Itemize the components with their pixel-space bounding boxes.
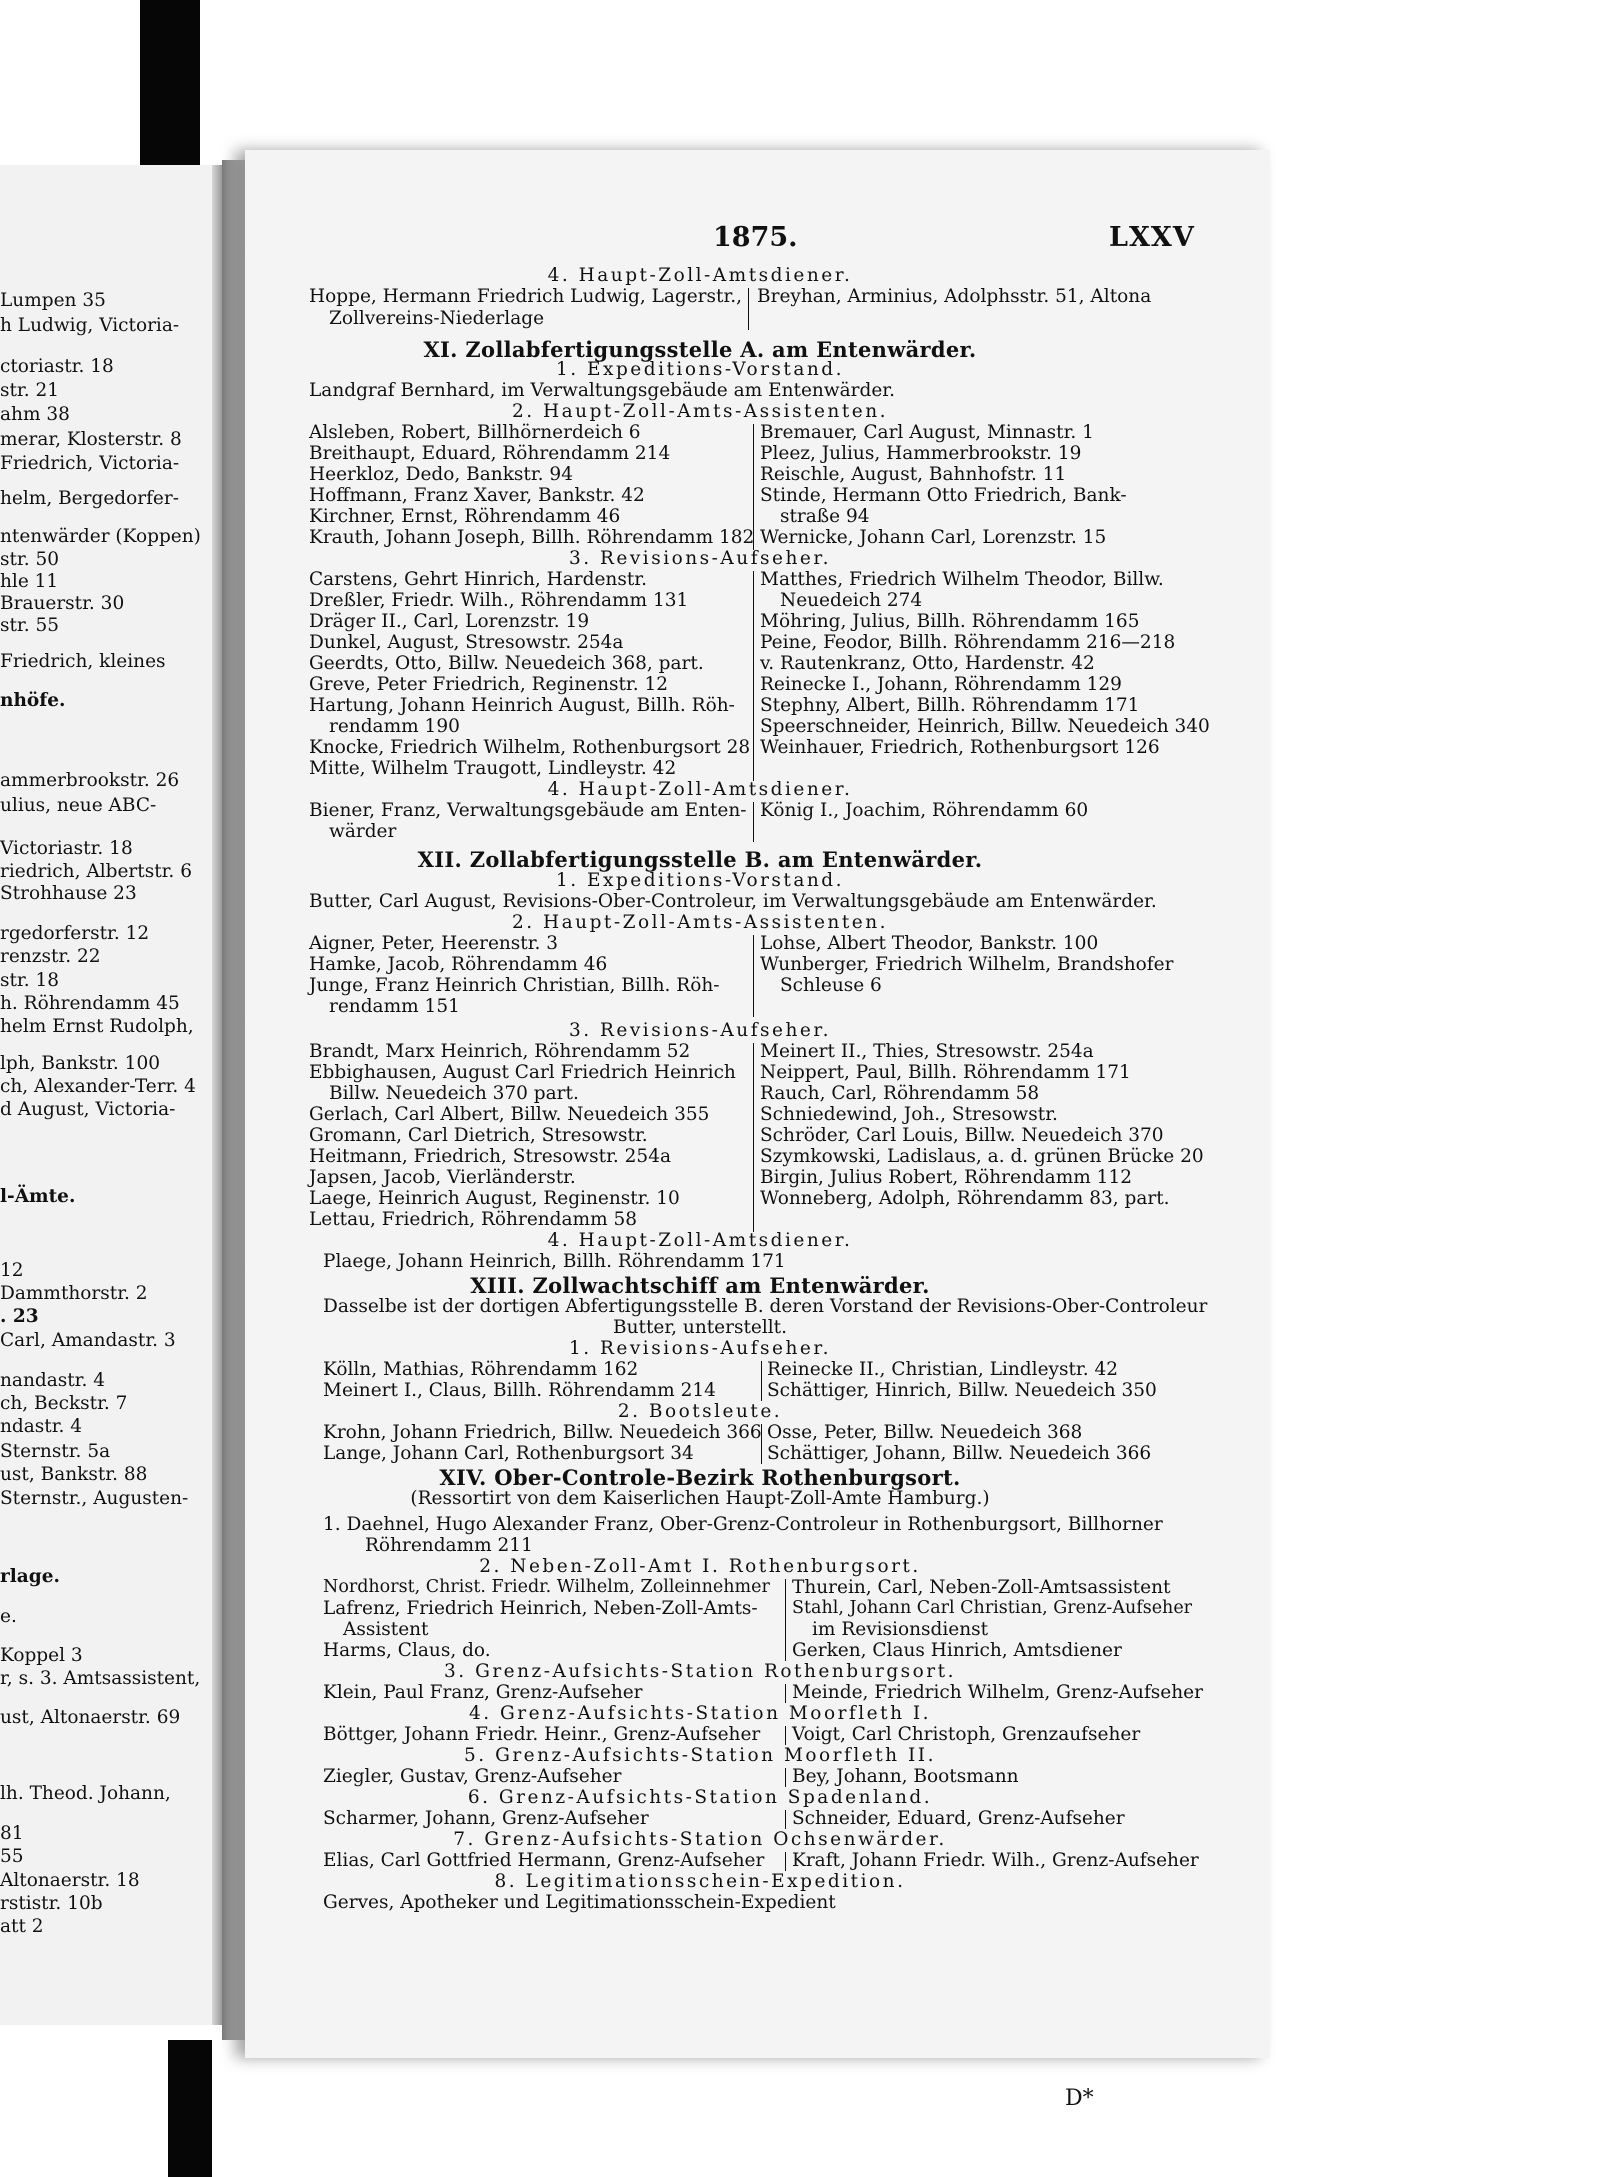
entry-line: Butter, Carl August, Revisions-Ober-Controleur, im Verwaltungsgebäude am Entenwärder. xyxy=(309,891,1157,912)
entry-line: v. Rautenkranz, Otto, Hardenstr. 42 xyxy=(760,653,1095,674)
left-line: h Ludwig, Victoria- xyxy=(0,315,180,336)
subsection-heading: 3. Grenz-Aufsichts-Station Rothenburgsort. xyxy=(444,1661,956,1682)
left-line: ulius, neue ABC- xyxy=(0,795,157,816)
entry-line: Dräger II., Carl, Lorenzstr. 19 xyxy=(309,611,590,632)
column-divider xyxy=(785,1852,786,1871)
left-line: ctoriastr. 18 xyxy=(0,356,114,377)
entry-line: Hoppe, Hermann Friedrich Ludwig, Lagerstr., xyxy=(309,286,743,307)
entry-line: Pleez, Julius, Hammerbrookstr. 19 xyxy=(760,443,1082,464)
left-line: Sternstr. 5a xyxy=(0,1441,111,1462)
entry-line: rendamm 151 xyxy=(329,996,460,1017)
subsection-heading: 4. Grenz-Aufsichts-Station Moorfleth I. xyxy=(468,1703,932,1724)
entry-line: Schättiger, Hinrich, Billw. Neuedeich 350 xyxy=(767,1380,1157,1401)
subsection-heading: 4. Haupt-Zoll-Amtsdiener. xyxy=(547,265,853,286)
entry-line: Kraft, Johann Friedr. Wilh., Grenz-Aufseher xyxy=(792,1850,1199,1871)
entry-line: Speerschneider, Heinrich, Billw. Neuedeich 340 xyxy=(760,716,1210,737)
entry-line: Voigt, Carl Christoph, Grenzaufseher xyxy=(792,1724,1141,1745)
left-line: l-Ämte. xyxy=(0,1186,76,1207)
entry-line: Röhrendamm 211 xyxy=(365,1535,533,1556)
left-line: 12 xyxy=(0,1260,24,1281)
left-line: Altonaerstr. 18 xyxy=(0,1870,140,1891)
left-line: Carl, Amandastr. 3 xyxy=(0,1330,176,1351)
entry-line: Nordhorst, Christ. Friedr. Wilhelm, Zolleinnehmer xyxy=(323,1577,770,1597)
left-line: nandastr. 4 xyxy=(0,1370,106,1391)
entry-line: Heerkloz, Dedo, Bankstr. 94 xyxy=(309,464,573,485)
entry-line: Klein, Paul Franz, Grenz-Aufseher xyxy=(323,1682,643,1703)
entry-line: Osse, Peter, Billw. Neuedeich 368 xyxy=(767,1422,1083,1443)
entry-line: Aigner, Peter, Heerenstr. 3 xyxy=(309,933,559,954)
entry-line: Schniedewind, Joh., Stresowstr. xyxy=(760,1104,1058,1125)
column-divider xyxy=(761,1361,762,1401)
entry-line: 1. Daehnel, Hugo Alexander Franz, Ober-Grenz-Controleur in Rothenburgsort, Billhorner xyxy=(323,1514,1163,1535)
subsection-heading: 2. Bootsleute. xyxy=(617,1401,783,1422)
binding-strap-bottom xyxy=(168,2040,212,2177)
entry-line: Landgraf Bernhard, im Verwaltungsgebäude am Entenwärder. xyxy=(309,380,895,401)
column-divider xyxy=(785,1579,786,1661)
left-line: Strohhause 23 xyxy=(0,883,137,904)
column-divider xyxy=(785,1810,786,1829)
subsection-heading: 1. Expeditions-Vorstand. xyxy=(555,359,845,380)
section-heading: XI. Zollabfertigungsstelle A. am Entenwärder. xyxy=(423,337,977,362)
subsection-heading: 4. Haupt-Zoll-Amtsdiener. xyxy=(547,779,853,800)
left-line: rgedorferstr. 12 xyxy=(0,923,150,944)
entry-line: Meinde, Friedrich Wilhelm, Grenz-Aufseher xyxy=(792,1682,1203,1703)
left-line: Friedrich, kleines xyxy=(0,651,166,672)
entry-line: Neippert, Paul, Billh. Röhrendamm 171 xyxy=(760,1062,1131,1083)
entry-line: Wonneberg, Adolph, Röhrendamm 83, part. xyxy=(760,1188,1170,1209)
entry-line: im Revisionsdienst xyxy=(812,1619,989,1640)
entry-line: straße 94 xyxy=(780,506,870,527)
left-line: ust, Altonaerstr. 69 xyxy=(0,1707,181,1728)
entry-line: Brandt, Marx Heinrich, Röhrendamm 52 xyxy=(309,1041,691,1062)
page-number: LXXV xyxy=(1109,222,1195,253)
entry-line: Schröder, Carl Louis, Billw. Neuedeich 370 xyxy=(760,1125,1164,1146)
entry-line: Breyhan, Arminius, Adolphsstr. 51, Altona xyxy=(757,286,1152,307)
entry-line: Lettau, Friedrich, Röhrendamm 58 xyxy=(309,1209,638,1230)
main-page xyxy=(245,150,1270,2111)
entry-line: Wernicke, Johann Carl, Lorenzstr. 15 xyxy=(760,527,1107,548)
entry-line: Stephny, Albert, Billh. Röhrendamm 171 xyxy=(760,695,1140,716)
section-heading: XII. Zollabfertigungsstelle B. am Entenwärder. xyxy=(417,847,983,872)
left-line: . 23 xyxy=(0,1306,39,1327)
column-divider xyxy=(753,571,754,781)
subsection-heading: 3. Revisions-Aufseher. xyxy=(568,548,832,569)
entry-line: Breithaupt, Eduard, Röhrendamm 214 xyxy=(309,443,671,464)
entry-line: Krauth, Johann Joseph, Billh. Röhrendamm 182 xyxy=(309,527,755,548)
left-line: str. 21 xyxy=(0,380,60,401)
left-line: r, s. 3. Amtsassistent, xyxy=(0,1668,201,1689)
left-line: ch, Beckstr. 7 xyxy=(0,1393,128,1414)
left-line: ammerbrookstr. 26 xyxy=(0,770,180,791)
entry-line: Butter, unterstellt. xyxy=(613,1317,787,1338)
subsection-heading: 7. Grenz-Aufsichts-Station Ochsenwärder. xyxy=(453,1829,947,1850)
entry-line: Birgin, Julius Robert, Röhrendamm 112 xyxy=(760,1167,1132,1188)
left-line: rlage. xyxy=(0,1566,60,1587)
entry-line: Kirchner, Ernst, Röhrendamm 46 xyxy=(309,506,621,527)
entry-line: Harms, Claus, do. xyxy=(323,1640,491,1661)
column-divider xyxy=(748,288,749,330)
entry-line: Meinert I., Claus, Billh. Röhrendamm 214 xyxy=(323,1380,716,1401)
left-line: ndastr. 4 xyxy=(0,1416,83,1437)
entry-line: Greve, Peter Friedrich, Reginenstr. 12 xyxy=(309,674,669,695)
subsection-heading: 3. Revisions-Aufseher. xyxy=(568,1020,832,1041)
entry-line: Biener, Franz, Verwaltungsgebäude am Enten- xyxy=(309,800,747,821)
left-line: lph, Bankstr. 100 xyxy=(0,1053,160,1074)
entry-line: Szymkowski, Ladislaus, a. d. grünen Brücke 20 xyxy=(760,1146,1204,1167)
left-line: nhöfe. xyxy=(0,690,66,711)
entry-line: Scharmer, Johann, Grenz-Aufseher xyxy=(323,1808,649,1829)
section-heading: XIII. Zollwachtschiff am Entenwärder. xyxy=(470,1273,930,1298)
entry-line: Dreßler, Friedr. Wilh., Röhrendamm 131 xyxy=(309,590,689,611)
left-line: lh. Theod. Johann, xyxy=(0,1783,171,1804)
column-divider xyxy=(753,802,754,842)
entry-line: Gerves, Apotheker und Legitimationsschein-Expedient xyxy=(323,1892,836,1913)
left-line: e. xyxy=(0,1606,17,1627)
left-line: str. 50 xyxy=(0,549,60,570)
entry-line: Ziegler, Gustav, Grenz-Aufseher xyxy=(323,1766,622,1787)
column-divider xyxy=(761,1424,762,1464)
column-divider xyxy=(753,935,754,1017)
binding-strap-top xyxy=(140,0,200,170)
entry-line: Kölln, Mathias, Röhrendamm 162 xyxy=(323,1359,639,1380)
entry-line: Laege, Heinrich August, Reginenstr. 10 xyxy=(309,1188,680,1209)
entry-line: Schleuse 6 xyxy=(780,975,882,996)
left-line: Victoriastr. 18 xyxy=(0,838,133,859)
entry-line: Elias, Carl Gottfried Hermann, Grenz-Aufseher xyxy=(323,1850,765,1871)
entry-line: Wunberger, Friedrich Wilhelm, Brandshofer xyxy=(760,954,1174,975)
left-facing-page xyxy=(0,165,222,2025)
entry-line: Stahl, Johann Carl Christian, Grenz-Aufseher xyxy=(792,1598,1193,1618)
entry-line: Lohse, Albert Theodor, Bankstr. 100 xyxy=(760,933,1099,954)
left-line: ch, Alexander-Terr. 4 xyxy=(0,1076,196,1097)
entry-line: Mitte, Wilhelm Traugott, Lindleystr. 42 xyxy=(309,758,677,779)
entry-line: Assistent xyxy=(343,1619,429,1640)
left-line: ahm 38 xyxy=(0,404,70,425)
entry-line: Schättiger, Johann, Billw. Neuedeich 366 xyxy=(767,1443,1152,1464)
left-line: ntenwärder (Koppen) xyxy=(0,526,201,547)
left-line: renzstr. 22 xyxy=(0,946,101,967)
entry-line: Gerken, Claus Hinrich, Amtsdiener xyxy=(792,1640,1122,1661)
left-line: str. 55 xyxy=(0,615,60,636)
left-line: helm, Bergedorfer- xyxy=(0,488,179,509)
left-line: rstistr. 10b xyxy=(0,1893,103,1914)
page-year: 1875. xyxy=(713,222,798,253)
entry-line: Weinhauer, Friedrich, Rothenburgsort 126 xyxy=(760,737,1160,758)
entry-line: Plaege, Johann Heinrich, Billh. Röhrendamm 171 xyxy=(323,1251,786,1272)
subsection-heading: 4. Haupt-Zoll-Amtsdiener. xyxy=(547,1230,853,1251)
column-divider xyxy=(785,1726,786,1745)
entry-line: Hoffmann, Franz Xaver, Bankstr. 42 xyxy=(309,485,645,506)
entry-line: Stinde, Hermann Otto Friedrich, Bank- xyxy=(760,485,1127,506)
left-line: att 2 xyxy=(0,1916,44,1937)
entry-line: Möhring, Julius, Billh. Röhrendamm 165 xyxy=(760,611,1140,632)
left-line: h. Röhrendamm 45 xyxy=(0,993,180,1014)
entry-line: Lafrenz, Friedrich Heinrich, Neben-Zoll-Amts- xyxy=(323,1598,758,1619)
entry-line: Rauch, Carl, Röhrendamm 58 xyxy=(760,1083,1040,1104)
section-heading: XIV. Ober-Controle-Bezirk Rothenburgsort. xyxy=(439,1465,961,1490)
left-line: Dammthorstr. 2 xyxy=(0,1283,148,1304)
entry-line: Alsleben, Robert, Billhörnerdeich 6 xyxy=(309,422,641,443)
entry-line: (Ressortirt von dem Kaiserlichen Haupt-Zoll-Amte Hamburg.) xyxy=(410,1488,990,1509)
entry-line: Reinecke II., Christian, Lindleystr. 42 xyxy=(767,1359,1119,1380)
entry-line: Japsen, Jacob, Vierländerstr. xyxy=(309,1167,576,1188)
signature-mark: D* xyxy=(1065,2086,1094,2111)
subsection-heading: 2. Haupt-Zoll-Amts-Assistenten. xyxy=(511,401,889,422)
left-line: 81 xyxy=(0,1823,24,1844)
entry-line: König I., Joachim, Röhrendamm 60 xyxy=(760,800,1089,821)
entry-line: Zollvereins-Niederlage xyxy=(329,308,545,329)
column-divider xyxy=(753,1043,754,1232)
left-line: d August, Victoria- xyxy=(0,1099,176,1120)
entry-line: Knocke, Friedrich Wilhelm, Rothenburgsort 28 xyxy=(309,737,751,758)
entry-line: Hamke, Jacob, Röhrendamm 46 xyxy=(309,954,608,975)
subsection-heading: 1. Expeditions-Vorstand. xyxy=(555,870,845,891)
entry-line: Krohn, Johann Friedrich, Billw. Neuedeich 366 xyxy=(323,1422,762,1443)
subsection-heading: 1. Revisions-Aufseher. xyxy=(568,1338,832,1359)
entry-line: Billw. Neuedeich 370 part. xyxy=(329,1083,579,1104)
column-divider xyxy=(785,1768,786,1787)
subsection-heading: 2. Haupt-Zoll-Amts-Assistenten. xyxy=(511,912,889,933)
entry-line: Geerdts, Otto, Billw. Neuedeich 368, part. xyxy=(309,653,704,674)
subsection-heading: 6. Grenz-Aufsichts-Station Spadenland. xyxy=(467,1787,933,1808)
book-gutter xyxy=(222,160,246,2040)
left-line: merar, Klosterstr. 8 xyxy=(0,429,182,450)
subsection-heading: 8. Legitimationsschein-Expedition. xyxy=(494,1871,906,1892)
column-divider xyxy=(785,1684,786,1703)
left-line: 55 xyxy=(0,1846,24,1867)
entry-line: Hartung, Johann Heinrich August, Billh. Röh- xyxy=(309,695,735,716)
left-line: Sternstr., Augusten- xyxy=(0,1488,189,1509)
left-line: hle 11 xyxy=(0,571,59,592)
entry-line: Matthes, Friedrich Wilhelm Theodor, Billw. xyxy=(760,569,1164,590)
entry-line: rendamm 190 xyxy=(329,716,460,737)
subsection-heading: 5. Grenz-Aufsichts-Station Moorfleth II. xyxy=(464,1745,936,1766)
left-line: Lumpen 35 xyxy=(0,290,106,311)
entry-line: Ebbighausen, August Carl Friedrich Heinrich xyxy=(309,1062,736,1083)
left-line: Koppel 3 xyxy=(0,1645,83,1666)
entry-line: Dunkel, August, Stresowstr. 254a xyxy=(309,632,624,653)
left-line: riedrich, Albertstr. 6 xyxy=(0,861,192,882)
entry-line: Heitmann, Friedrich, Stresowstr. 254a xyxy=(309,1146,671,1167)
left-line: ust, Bankstr. 88 xyxy=(0,1464,148,1485)
entry-line: Böttger, Johann Friedr. Heinr., Grenz-Aufseher xyxy=(323,1724,761,1745)
entry-line: Meinert II., Thies, Stresowstr. 254a xyxy=(760,1041,1094,1062)
entry-line: Reischle, August, Bahnhofstr. 11 xyxy=(760,464,1067,485)
left-line: helm Ernst Rudolph, xyxy=(0,1016,194,1037)
entry-line: Schneider, Eduard, Grenz-Aufseher xyxy=(792,1808,1125,1829)
entry-line: Peine, Feodor, Billh. Röhrendamm 216—218 xyxy=(760,632,1176,653)
entry-line: Junge, Franz Heinrich Christian, Billh. Röh- xyxy=(309,975,720,996)
subsection-heading: 2. Neben-Zoll-Amt I. Rothenburgsort. xyxy=(479,1556,921,1577)
left-line: Brauerstr. 30 xyxy=(0,593,125,614)
entry-line: wärder xyxy=(329,821,397,842)
entry-line: Thurein, Carl, Neben-Zoll-Amtsassistent xyxy=(792,1577,1171,1598)
entry-line: Bremauer, Carl August, Minnastr. 1 xyxy=(760,422,1094,443)
column-divider xyxy=(753,424,754,550)
left-line: str. 18 xyxy=(0,970,60,991)
entry-line: Carstens, Gehrt Hinrich, Hardenstr. xyxy=(309,569,647,590)
entry-line: Reinecke I., Johann, Röhrendamm 129 xyxy=(760,674,1122,695)
entry-line: Bey, Johann, Bootsmann xyxy=(792,1766,1019,1787)
entry-line: Neuedeich 274 xyxy=(780,590,923,611)
entry-line: Gerlach, Carl Albert, Billw. Neuedeich 355 xyxy=(309,1104,710,1125)
left-line: Friedrich, Victoria- xyxy=(0,453,180,474)
entry-line: Gromann, Carl Dietrich, Stresowstr. xyxy=(309,1125,648,1146)
entry-line: Dasselbe ist der dortigen Abfertigungsstelle B. deren Vorstand der Revisions-Ober-Controleur xyxy=(323,1296,1208,1317)
entry-line: Lange, Johann Carl, Rothenburgsort 34 xyxy=(323,1443,694,1464)
